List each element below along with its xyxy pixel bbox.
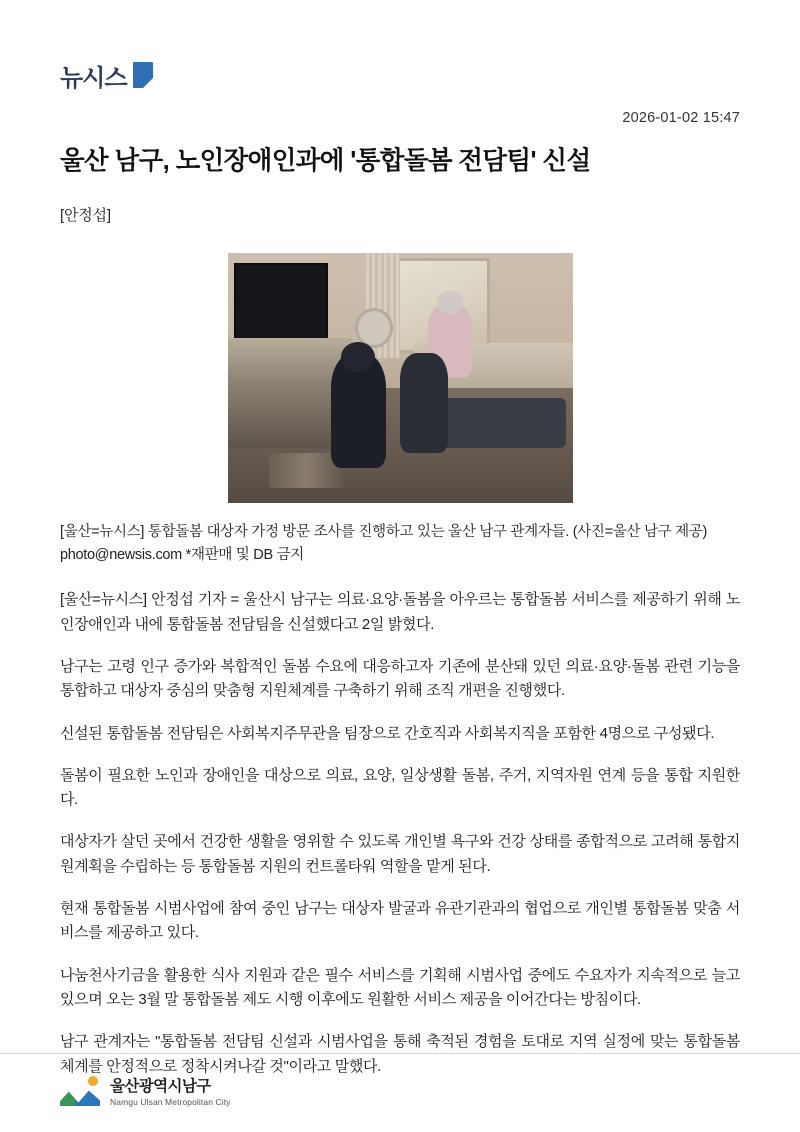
masthead	[60, 58, 740, 92]
photo-person-official-2	[400, 353, 448, 453]
footer-org-name-ko: 울산광역시남구	[110, 1078, 211, 1096]
home-visit-survey-photo	[228, 253, 573, 503]
photo-caption: [울산=뉴시스] 통합돌봄 대상자 가정 방문 조사를 진행하고 있는 울산 남구 관계자들. (사진=울산 남구 제공) photo@newsis.com *재판매 및 DB 금지	[60, 524, 708, 563]
publish-timestamp: 2026-01-02 15:47	[622, 110, 740, 126]
namgu-emblem-icon	[60, 1076, 100, 1110]
body-paragraph: [울산=뉴시스] 안정섭 기자 = 울산시 남구는 의료·요양·돌봄을 아우르는 통합돌봄 서비스를 제공하기 위해 노인장애인과 내에 통합돌봄 전담팀을 신설했다고 2일 밝혔다.	[60, 591, 740, 633]
body-paragraph: 현재 통합돌봄 시범사업에 참여 중인 남구는 대상자 발굴과 유관기관과의 협업으로 개인별 통합돌봄 맞춤 서비스를 제공하고 있다.	[60, 900, 740, 942]
page-title: 울산 남구, 노인장애인과에 '통합돌봄 전담팀' 신설	[60, 147, 591, 175]
body-paragraph: 남구는 고령 인구 증가와 복합적인 돌봄 수요에 대응하고자 기존에 분산돼 있던 의료·요양·돌봄 관련 기능을 통합하고 대상자 중심의 맞춤형 지원체계를 구축하기 위해 조직 개편을 진행했다.	[60, 657, 740, 700]
article-figure	[60, 253, 740, 503]
footer-branding	[60, 1076, 231, 1110]
photo-person-official-1	[331, 353, 386, 468]
footer-divider	[0, 1053, 800, 1054]
emblem-dot-shape	[88, 1076, 98, 1086]
newsis-square-icon	[133, 62, 153, 88]
footer-org-name-en: Namgu Ulsan Metropolitan City	[110, 1097, 231, 1108]
article-body	[60, 588, 740, 1078]
body-paragraph: 대상자가 살던 곳에서 건강한 생활을 영위할 수 있도록 개인별 욕구와 건강 상태를 종합적으로 고려해 통합지원계획을 수립하는 등 통합돌봄 지원의 컨트롤타워 역할을 맡게 된다.	[60, 833, 740, 875]
body-paragraph: 신설된 통합돌봄 전담팀은 사회복지주무관을 팀장으로 간호직과 사회복지직을 포함한 4명으로 구성됐다.	[60, 724, 715, 742]
body-paragraph: 나눔천사기금을 활용한 식사 지원과 같은 필수 서비스를 기획해 시범사업 중에도 수요자가 지속적으로 늘고 있으며 오는 3월 말 통합돌봄 제도 시행 이후에도 원활한 서비스 제공을 이어간다는 방침이다.	[60, 966, 740, 1008]
newsis-logo-text[interactable]: 뉴시스	[60, 64, 127, 92]
photo-blanket	[428, 398, 566, 448]
footer-org-text	[110, 1078, 231, 1108]
byline: [안정섭]	[60, 207, 111, 225]
body-paragraph: 남구 관계자는 "통합돌봄 전담팀 신설과 시범사업을 통해 축적된 경험을 토대로 지역 실정에 맞는 통합돌봄 체계를 안정적으로 정착시켜나갈 것"이라고 말했다.	[60, 1033, 740, 1075]
emblem-swoosh-shape	[60, 1090, 100, 1106]
body-paragraph: 돌봄이 필요한 노인과 장애인을 대상으로 의료, 요양, 일상생활 돌봄, 주거, 지역자원 연계 등을 통합 지원한다.	[60, 766, 740, 809]
